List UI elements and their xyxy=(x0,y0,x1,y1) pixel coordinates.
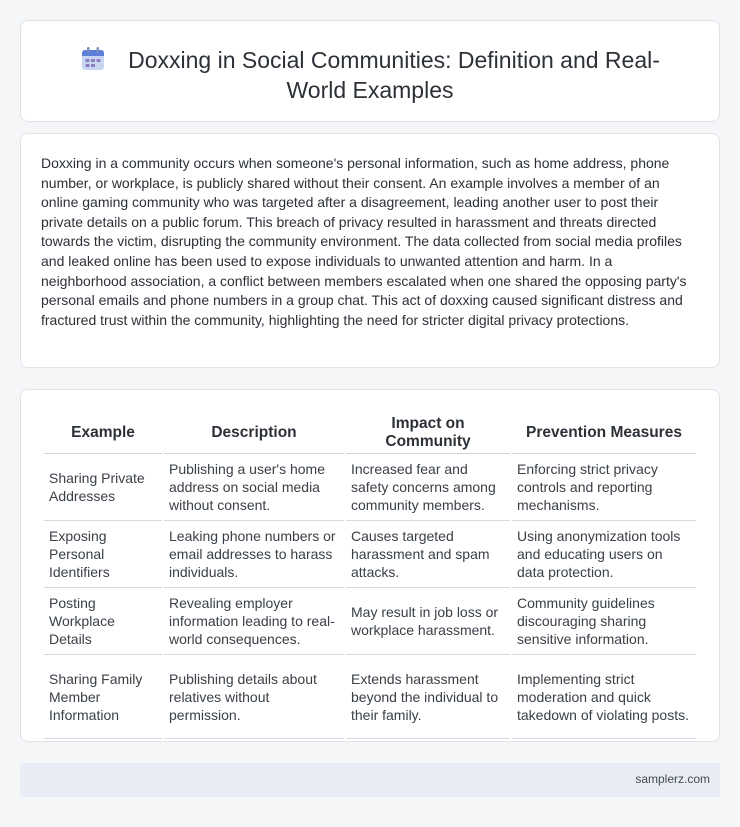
page-title-wrap xyxy=(21,45,719,105)
calendar-icon xyxy=(80,46,106,72)
table-cell: Publishing a user's home address on social media without consent. xyxy=(164,454,344,521)
title-card xyxy=(20,20,720,122)
table-cell: Posting Workplace Details xyxy=(44,588,162,655)
table-cell: Exposing Personal Identifiers xyxy=(44,521,162,588)
table-cell: Publishing details about relatives without permission. xyxy=(164,655,344,739)
table-cell: Leaking phone numbers or email addresses to harass individuals. xyxy=(164,521,344,588)
table-card xyxy=(20,389,720,742)
table-cell: Increased fear and safety concerns among community members. xyxy=(346,454,510,521)
intro-card xyxy=(20,133,720,368)
table-cell: Using anonymization tools and educating users on data protection. xyxy=(512,521,696,588)
column-header-impact: Impact on Community xyxy=(346,411,510,454)
table-cell: Extends harassment beyond the individual to their family. xyxy=(346,655,510,739)
table-cell: Implementing strict moderation and quick takedown of violating posts. xyxy=(512,655,696,739)
examples-table xyxy=(42,411,698,739)
table-row xyxy=(44,521,696,588)
column-header-description: Description xyxy=(164,411,344,454)
table-header-row xyxy=(44,411,696,454)
table-cell: Causes targeted harassment and spam attacks. xyxy=(346,521,510,588)
page-title: Doxxing in Social Communities: Definition and Real-World Examples xyxy=(128,47,660,103)
table-row xyxy=(44,588,696,655)
column-header-example: Example xyxy=(44,411,162,454)
table-cell: Revealing employer information leading to real-world consequences. xyxy=(164,588,344,655)
column-header-prevention: Prevention Measures xyxy=(512,411,696,454)
table-cell: Community guidelines discouraging sharing sensitive information. xyxy=(512,588,696,655)
table-row xyxy=(44,655,696,739)
table-cell: Sharing Private Addresses xyxy=(44,454,162,521)
intro-paragraph: Doxxing in a community occurs when someone's personal information, such as home address, phone number, or workplace, is publicly shared without their consent. An example involves a member of an online gaming community who was targeted after a disagreement, leading another user to post their private details on a public forum. This breach of privacy resulted in harassment and threats directed towards the victim, disrupting the community environment. The data collected from social media profiles and leaked online has been used to expose individuals to unwanted attention and harm. In a neighborhood association, a conflict between members escalated when one shared the opposing party's personal emails and phone numbers in a group chat. This act of doxxing caused significant distress and fractured trust within the community, highlighting the need for stricter digital privacy protections. xyxy=(41,155,687,328)
footer-brand[interactable]: samplerz.com xyxy=(635,772,710,786)
footer-bar xyxy=(20,763,720,797)
table-row xyxy=(44,454,696,521)
table-cell: Sharing Family Member Information xyxy=(44,655,162,739)
table-cell: Enforcing strict privacy controls and reporting mechanisms. xyxy=(512,454,696,521)
table-cell: May result in job loss or workplace harassment. xyxy=(346,588,510,655)
